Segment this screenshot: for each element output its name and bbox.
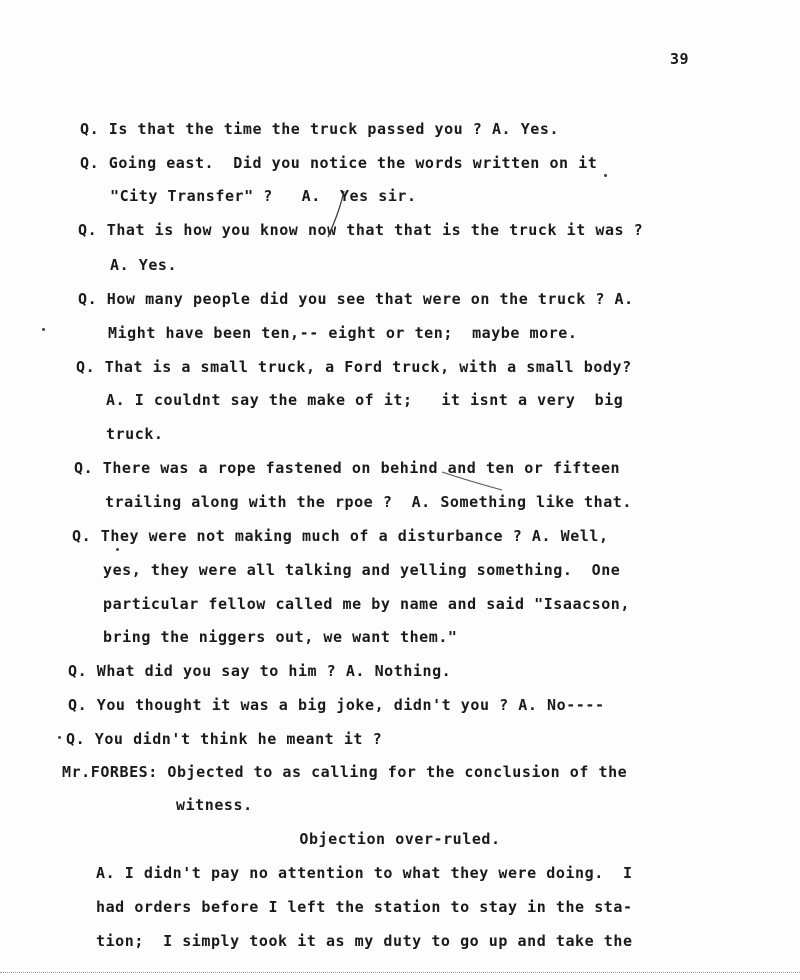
line-6: Q. How many people did you see that were on the truck ? A. (78, 290, 634, 308)
ruling-line: Objection over-ruled. (299, 830, 501, 848)
line-11: Q. There was a rope fastened on behind and ten or fifteen (74, 459, 621, 477)
line-23: A. I didn't pay no attention to what they were doing. I (96, 864, 633, 882)
stray-dot (42, 328, 45, 331)
line-12: trailing along with the rpoe ? A. Something like that. (105, 493, 632, 511)
line-15: particular fellow called me by name and said "Isaacson, (103, 595, 630, 613)
line-3: "City Transfer" ? A. Yes sir. (110, 187, 417, 205)
line-13: Q. They were not making much of a disturbance ? A. Well, (72, 527, 609, 545)
line-14: yes, they were all talking and yelling something. One (103, 561, 621, 579)
line-8: Q. That is a small truck, a Ford truck, with a small body? (76, 358, 632, 376)
line-2: Q. Going east. Did you notice the words written on it (80, 154, 598, 172)
line-21: witness. (176, 796, 253, 814)
line-1: Q. Is that the time the truck passed you ? A. Yes. (80, 120, 560, 138)
line-19: Q. You didn't think he meant it ? (66, 730, 383, 748)
line-9: A. I couldnt say the make of it; it isnt a very big (106, 391, 624, 409)
line-17: Q. What did you say to him ? A. Nothing. (68, 662, 452, 680)
line-7: Might have been ten,-- eight or ten; maybe more. (108, 324, 578, 342)
line-10: truck. (106, 425, 164, 443)
line-24: had orders before I left the station to stay in the sta- (96, 898, 633, 916)
line-18: Q. You thought it was a big joke, didn't you ? A. No---- (68, 696, 605, 714)
stray-dot (116, 548, 119, 551)
line-25: tion; I simply took it as my duty to go up and take the (96, 932, 633, 950)
page-number: 39 (670, 50, 690, 68)
line-16: bring the niggers out, we want them." (103, 628, 458, 646)
scan-edge-line (0, 972, 800, 974)
stray-dot (58, 736, 61, 739)
stray-dot (604, 174, 607, 177)
line-5: A. Yes. (110, 256, 178, 274)
line-20: Mr.FORBES: Objected to as calling for the conclusion of the (62, 763, 628, 781)
line-4: Q. That is how you know now that that is the truck it was ? (78, 221, 644, 239)
